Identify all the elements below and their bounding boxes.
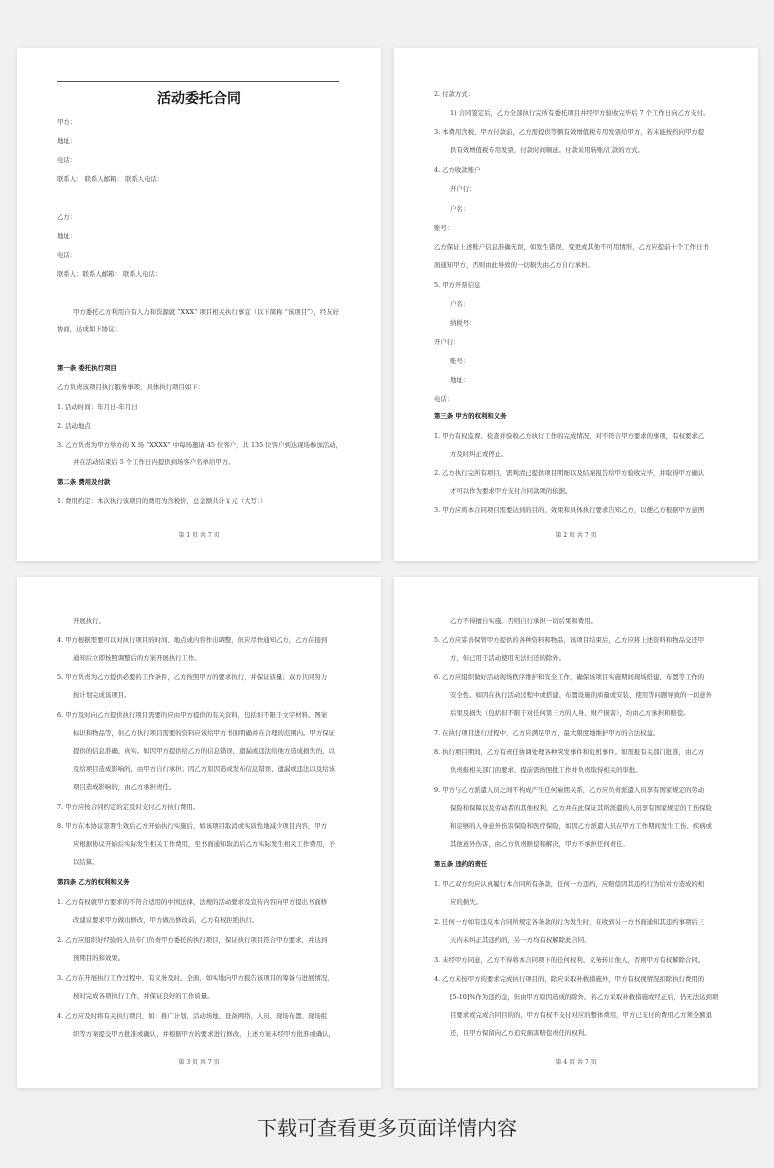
contract-text-line: 联系人： 联系人邮箱： 联系人电话： — [57, 175, 164, 183]
section-heading: 第五条 违约的责任 — [434, 860, 488, 868]
page-1-content — [57, 48, 343, 561]
contract-text-line: 1. 乙方有权就甲方要求的不符合适用的中国法律、法规的活动要求及宣传内容向甲方提出书面修 — [57, 898, 328, 906]
contract-text-line: 乙方负责该项目执行服务事项，具体执行项目如下： — [57, 383, 204, 391]
contract-text-line: 还，且甲方保留向乙方追究损害赔偿责任的权利。 — [450, 1029, 591, 1037]
contract-text-line: 天内未纠正其违约的，另一方均有权解除此合同。 — [450, 936, 591, 944]
contract-text-line: 甲方委托乙方利用自有人力和资源就 “XXX” 项目相关执行事宜（以下简称 “该项目”），经友好 — [73, 308, 340, 316]
page-4-content — [434, 577, 720, 1088]
contract-text-line: 协商，达成如下协议： — [57, 325, 121, 333]
contract-text-line: 5. 乙方应妥善保管甲方提供的各种资料和物品，该项目结束后，乙方应将上述资料和物品交还甲 — [434, 636, 705, 644]
contract-text-line: 3. 乙方负责为甲方举办的 X 场 “XXXX” 中每场邀请 45 位客户，共 135 位客户到达现场参加活动， — [57, 441, 342, 449]
contract-text-line: [5-10]%作为违约金，但由甲方原因造成的除外。若乙方采取补救措施或经正后，仍无法达到项 — [450, 993, 719, 1001]
contract-text-line: 应的损失。 — [450, 898, 482, 906]
section-heading: 第四条 乙方的权利和义务 — [57, 878, 130, 886]
contract-text-line: 地址： — [57, 137, 77, 145]
contract-text-line: 纳税号： — [450, 319, 476, 327]
contract-text-line: 3. 未经甲方同意，乙方不得将本合同项下的任何权利、义务转让他人，否则甲方有权解除合同。 — [434, 956, 705, 964]
contract-text-line: 4. 甲方根据需要可以对执行项目的时间、地点或内容作出调整，但应尽快通知乙方，乙方在接到 — [57, 636, 328, 644]
section-heading: 第三条 甲方的权利和义务 — [434, 412, 507, 420]
contract-text-line: 联系人：联系人邮箱： 联系人电话： — [57, 270, 162, 278]
contract-text-line: 4. 乙方未按甲方的要求完成执行项目的，除应采取补救措施外，甲方有权视情况扣除执行费用的 — [434, 975, 705, 983]
contract-text-line: 账号： — [450, 357, 470, 365]
contract-text-line: 项目造成影响的，由乙方承担责任。 — [73, 783, 176, 791]
page-footer: 第 1 页 共 7 页 — [178, 532, 220, 539]
contract-text-line: 6. 乙方应组织做好活动现场秩序维护和安全工作，确保该项目实施期间现场搭建、布置等工作的 — [434, 673, 705, 681]
contract-text-line: 5. 甲方开票信息 — [434, 281, 481, 289]
page-2-content — [434, 48, 720, 561]
contract-text-line: 按时完成各项执行工作，并保证良好的工作质量。 — [73, 992, 214, 1000]
contract-text-line: 负责报相关部门的要求，提前需按照批工作并负责取得相关的审批。 — [450, 766, 642, 774]
contract-text-line: 1. 费用约定：本次执行该项目的费用为含税价，总金额共计￥元（大写：） — [57, 497, 267, 505]
contract-text-line: 开展执行。 — [73, 617, 105, 625]
contract-text-line: 预期目的和效果。 — [73, 954, 125, 962]
contract-text-line: 方及时纠正或停止。 — [450, 450, 508, 458]
contract-text-line: 改建议要求甲方做出修改，甲方做出修改前，乙方有权拒绝执行。 — [73, 916, 259, 924]
contract-text-line: 和足够的人身意外伤害保险和医疗保险，如因乙方派遣人员在甲方工作期间发生工伤、疾病或 — [450, 822, 713, 830]
contract-text-line: 4. 乙方收款账户 — [434, 166, 481, 174]
page-footer: 第 2 页 共 7 页 — [555, 532, 597, 539]
contract-text-line: 应根据协议开始后实际发生相关工作费用，至书面通知取消后乙方实际发生相关工作费用，予 — [73, 840, 336, 848]
contract-text-line: 以结算。 — [73, 858, 99, 866]
contract-text-line: 8. 执行项目期间，乙方有责任协调处理各种突发事件和危机事件。如需报有关部门批准，由乙方 — [434, 748, 705, 756]
contract-text-line: 及给项目造成影响的，由甲方自行承担；因乙方原因造成发布信息错误、遗漏或违法以及给该 — [73, 765, 336, 773]
contract-text-line: 电话： — [57, 251, 77, 259]
contract-page-2 — [394, 48, 758, 561]
contract-text-line: 地址： — [57, 232, 77, 240]
contract-page-1 — [17, 48, 381, 561]
download-caption: 下载可查看更多页面详情内容 — [257, 1116, 517, 1140]
contract-text-line: 织等方案提交甲方批准或确认，并根据甲方的要求进行修改，上述方案未经甲方批准或确认， — [73, 1030, 336, 1038]
contract-text-line: 账号： — [434, 224, 454, 232]
contract-text-line: 标识和物品等，但乙方执行项目需要的资料应该给甲方书面明确并在合理的范围内。甲方保证 — [73, 729, 336, 737]
contract-text-line: 后果及损失（包括但不限于对任何第三方的人身、财产损害），均由乙方承担和赔偿。 — [450, 709, 690, 717]
contract-text-line: 2. 任何一方如有违反本合同所规定各条款的行为发生时，在收到另一方书面通知其违约事项后三 — [434, 918, 705, 926]
contract-title: 活动委托合同 — [157, 91, 241, 107]
contract-text-line: 供有效增值税专用发票，付款时间顺延。付款采用转账/汇款的方式。 — [450, 146, 644, 154]
contract-text-line: 2. 乙方应组织好经验的人员专门负责甲方委托的执行项目，保证执行项目符合甲方要求，并达到 — [57, 936, 328, 944]
page-footer: 第 3 页 共 7 页 — [178, 1059, 220, 1066]
contract-text-line: 4. 乙方应及时将有关执行项目，如：推广计划、活动场地、设备网络、人员、现场布置、现场组 — [57, 1012, 328, 1020]
contract-text-line: 2. 乙方执行完所有项目，需判清已提供项目明细以及结案报告给甲方验收完毕，并取得甲方确认 — [434, 469, 705, 477]
contract-text-line: 7. 甲方应按合同约定的定及时支付乙方执行费用。 — [57, 803, 200, 811]
contract-text-line: 3. 本费用含税，甲方付款前，乙方需提供等额有效增值税专用发票给甲方，若未能按约向甲方提 — [434, 128, 705, 136]
section-heading: 第二条 费用及付款 — [57, 478, 111, 486]
section-heading: 第一条 委托执行项目 — [57, 364, 117, 372]
contract-text-line: 1. 甲乙双方均应认真履行本合同所有条款，任何一方违约，应赔偿因其违约行为给对方造成的相 — [434, 880, 705, 888]
contract-text-line: 6. 甲方及时向乙方提供执行项目需要的应由甲方提供的有关资料，包括但不限于文字材料、图案 — [57, 711, 328, 719]
contract-text-line: 户名： — [450, 300, 470, 308]
page-3-content — [57, 577, 343, 1088]
contract-text-line: 电话： — [57, 156, 77, 164]
contract-text-line: 1. 甲方有权监督、检查并验收乙方执行工作的完成情况，对不符合甲方要求的事项，有权要求乙 — [434, 432, 705, 440]
contract-text-line: 9. 甲方与乙方派遣人员之间不构成产生任何雇佣关系，乙方应负责派遣人员享有国家规定的劳动 — [434, 786, 705, 794]
contract-text-line: 并在活动结束后 5 个工作日内提供到场客户名单给甲方。 — [73, 458, 235, 466]
contract-text-line: 电话： — [434, 395, 454, 403]
contract-text-line: 乙方保证上述账户信息准确无误，如发生错误、变更或其他不可用情形，乙方应提前十个工作日书 — [434, 243, 709, 251]
contract-text-line: 目要求或完成合同目的的，甲方有权不支付对应的整体费用，甲方已支付的费用乙方须全额退 — [450, 1011, 713, 1019]
contract-page-3 — [17, 577, 381, 1088]
contract-text-line: 1) 合同签定后，乙方全部执行完所有委托项目并经甲方验收完毕后 7 个工作日向乙方支付。 — [450, 109, 710, 117]
contract-text-line: 按计划完成该项目。 — [73, 691, 131, 699]
contract-text-line: 才可以作为要求甲方支付合同款项的依据。 — [450, 487, 572, 495]
contract-text-line: 户名： — [450, 205, 470, 213]
contract-text-line: 甲方： — [57, 118, 77, 126]
contract-text-line: 提供的信息准确、真实。如因甲方提供给乙方的信息错误、遗漏或违法给他方造成损失的，以 — [73, 747, 336, 755]
contract-page-4 — [394, 577, 758, 1088]
contract-text-line: 保险和保障以及劳动者的其他权利，乙方并在此保证其所派遣的人员享有国家规定的工伤保险 — [450, 804, 713, 812]
contract-text-line: 2. 活动地点 — [57, 422, 91, 430]
contract-text-line: 地址： — [450, 376, 470, 384]
contract-text-line: 乙方不得擅自实施。否则自行承担一切后果和费用。 — [450, 617, 597, 625]
contract-text-line: 7. 在执行项目进行过程中，乙方应满足甲方，最大限度地维护甲方的合法权益。 — [434, 729, 660, 737]
contract-text-line: 3. 甲方应将本合同项目需要达到的目的、效果和具体执行要求告知乙方，以便乙方根据甲方意图 — [434, 506, 705, 514]
page-footer: 第 4 页 共 7 页 — [555, 1059, 597, 1066]
contract-text-line: 2. 付款方式： — [434, 90, 475, 98]
contract-text-line: 5. 甲方负责为乙方提供必要的工作条件，乙方按照甲方的要求执行，并保证质量；双方共同努力 — [57, 673, 328, 681]
contract-text-line: 8. 甲方在本协议签署生效后乙方开始执行实施后，如该项目取消或实质性地减少项目内容，甲方 — [57, 822, 328, 830]
contract-text-line: 面通知甲方，否则由此导致的一切损失由乙方自行承担。 — [434, 261, 594, 269]
contract-text-line: 其他意外伤害，由乙方负责赔偿和解决，甲方不承担任何责任。 — [450, 840, 629, 848]
contract-text-line: 通知后立即按照调整后的方案开展执行工作。 — [73, 654, 201, 662]
contract-text-line: 开户行： — [434, 338, 460, 346]
contract-text-line: 安全性。如因在执行活动过程中或搭建、布置设施的质量或安装、使用等问题导致的一切意外 — [450, 691, 713, 699]
contract-text-line: 乙方： — [57, 213, 77, 221]
contract-text-line: 3. 乙方在开展执行工作过程中，有义务及时、全面、如实地向甲方报告该项目的筹备与进展情况， — [57, 974, 334, 982]
contract-text-line: 1. 活动时间：年月日-年月日 — [57, 403, 138, 411]
contract-text-line: 开户行： — [450, 185, 476, 193]
contract-text-line: 方，但已用于活动使用无法归还的除外。 — [450, 654, 566, 662]
